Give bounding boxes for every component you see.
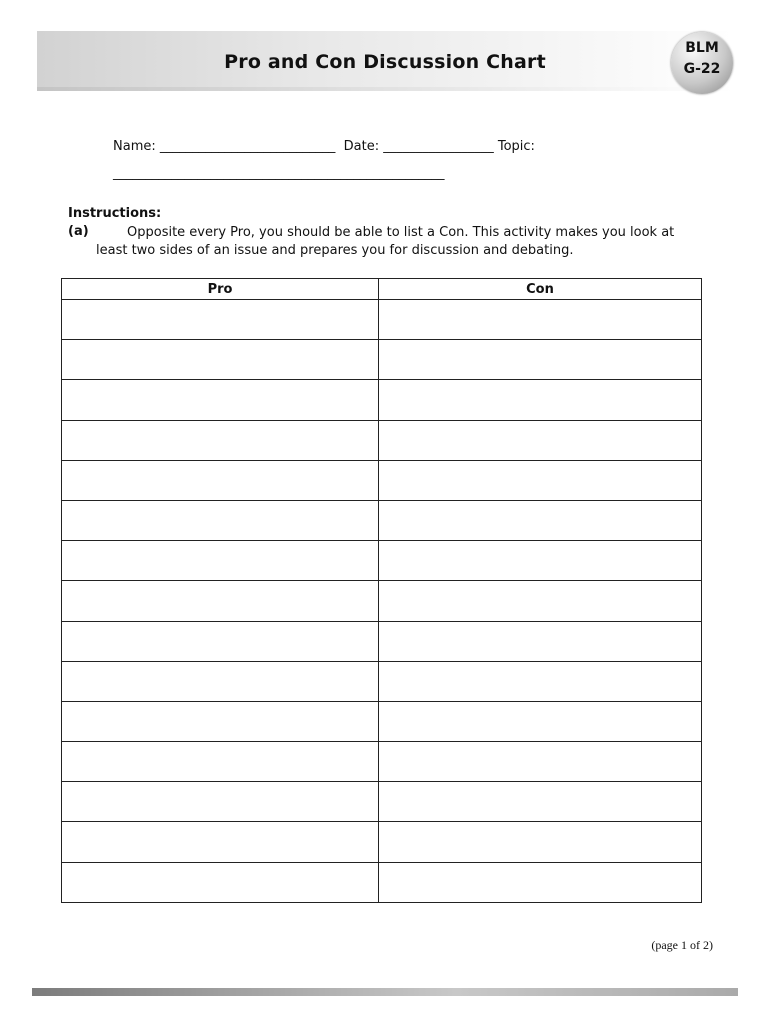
pro-cell[interactable]: [62, 661, 379, 701]
table-row: [62, 661, 702, 701]
pro-cell[interactable]: [62, 420, 379, 460]
instructions-heading: Instructions:: [68, 206, 162, 221]
table-body: [62, 300, 702, 903]
pro-cell[interactable]: [62, 300, 379, 340]
con-cell[interactable]: [379, 701, 702, 741]
name-date-topic-fields: Name: ___________________________ Date: _________________ Topic:: [113, 139, 535, 154]
con-cell[interactable]: [379, 661, 702, 701]
con-cell[interactable]: [379, 621, 702, 661]
con-cell[interactable]: [379, 822, 702, 862]
badge-code-line1: BLM: [685, 40, 719, 56]
table-row: [62, 340, 702, 380]
table-row: [62, 742, 702, 782]
pro-cell[interactable]: [62, 500, 379, 540]
page-title: Pro and Con Discussion Chart: [224, 51, 546, 73]
table-row: [62, 420, 702, 460]
table-row: [62, 581, 702, 621]
table-row: [62, 782, 702, 822]
pro-cell[interactable]: [62, 742, 379, 782]
pro-cell[interactable]: [62, 862, 379, 902]
pro-cell[interactable]: [62, 621, 379, 661]
con-cell[interactable]: [379, 460, 702, 500]
con-cell[interactable]: [379, 500, 702, 540]
pro-cell[interactable]: [62, 782, 379, 822]
table-row: [62, 541, 702, 581]
con-cell[interactable]: [379, 300, 702, 340]
table-row: [62, 300, 702, 340]
pro-cell[interactable]: [62, 541, 379, 581]
con-cell[interactable]: [379, 340, 702, 380]
instructions-text: Opposite every Pro, you should be able to list a Con. This activity makes you look at least two sides of an issue and prepares you for discussion and debating.: [96, 225, 675, 258]
con-cell[interactable]: [379, 782, 702, 822]
table-row: [62, 822, 702, 862]
table-row: [62, 460, 702, 500]
table-row: [62, 380, 702, 420]
con-cell[interactable]: [379, 742, 702, 782]
table-row: [62, 701, 702, 741]
page-number: (page 1 of 2): [651, 938, 713, 952]
pro-cell[interactable]: [62, 581, 379, 621]
table-row: [62, 621, 702, 661]
table-header-row: [62, 279, 702, 300]
instructions-marker: (a): [68, 224, 89, 239]
pro-column-header: Pro: [62, 279, 379, 300]
con-cell[interactable]: [379, 420, 702, 460]
con-cell[interactable]: [379, 581, 702, 621]
pro-cell[interactable]: [62, 460, 379, 500]
pro-cell[interactable]: [62, 380, 379, 420]
topic-blank-line: ___________________________________________________: [113, 166, 445, 181]
pro-cell[interactable]: [62, 822, 379, 862]
con-cell[interactable]: [379, 380, 702, 420]
pro-cell[interactable]: [62, 701, 379, 741]
table-row: [62, 862, 702, 902]
footer-bar: [32, 988, 738, 996]
badge-code-line2: G-22: [683, 61, 721, 77]
con-cell[interactable]: [379, 862, 702, 902]
pro-cell[interactable]: [62, 340, 379, 380]
con-cell[interactable]: [379, 541, 702, 581]
con-column-header: Con: [379, 279, 702, 300]
table-row: [62, 500, 702, 540]
pro-con-table: [61, 278, 702, 903]
